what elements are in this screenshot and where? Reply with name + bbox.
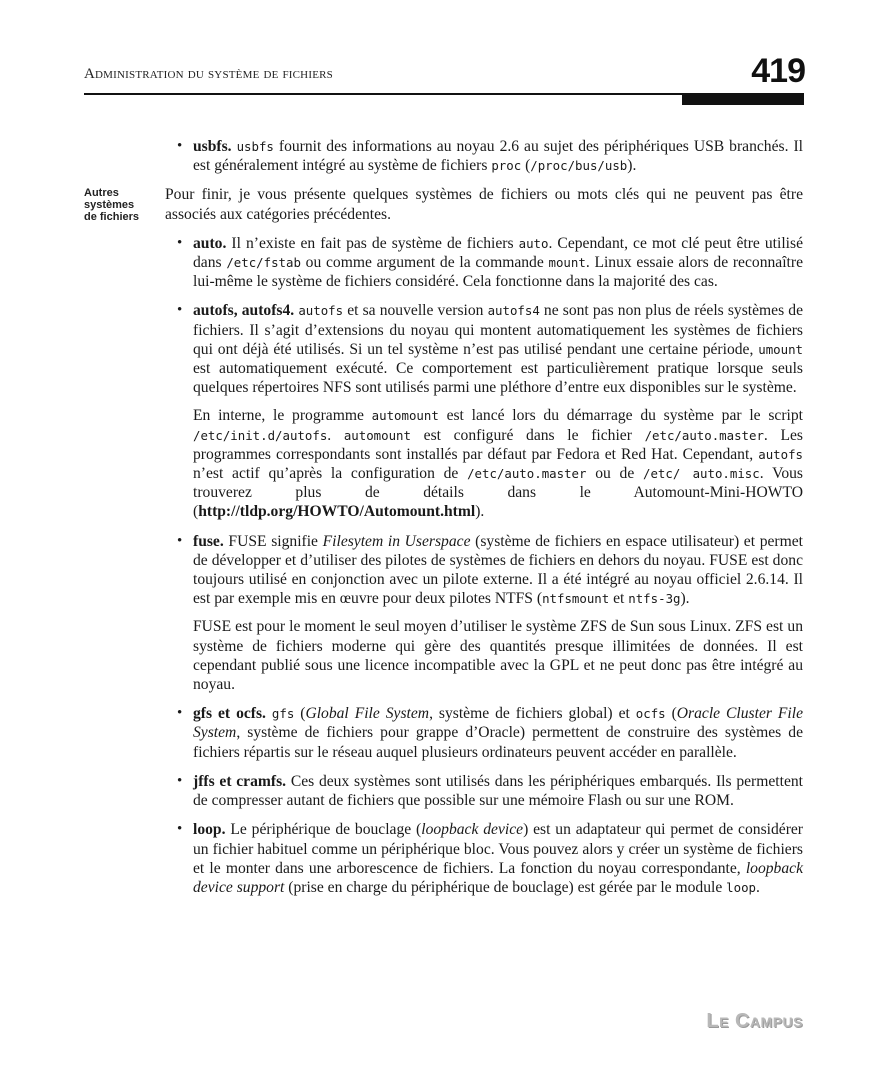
bullet: • [177,821,183,838]
bullet: • [177,532,183,549]
paragraph: gfs et ocfs. gfs (Global File System, système de fichiers global) et ocfs (Oracle Cluster File System, système de fichiers pour grappe d’Oracle) permettent de construire des systèmes de fichiers répartis sur le réseau auquel plusieurs ordinateurs peuvent accéder en parallèle. [193,705,803,761]
url-link: http://tldp.org/HOWTO/Automount.html [198,503,476,521]
list-item-loop [165,820,803,897]
paragraph: En interne, le programme automount est lancé lors du démarrage du système par le script /etc/init.d/autofs. automount est configuré dans le fichier /etc/auto.master. Les programmes correspondants sont installés par défaut par Fedora et Red Hat. Cependant, autofs n’est actif qu’après la configuration de /etc/auto.master ou de /etc/ auto.misc. Vous trouverez plus de détails dans le Automount-Mini-HOWTO (http://tldp.org/HOWTO/Automount.html). [193,407,803,521]
bullet: • [177,138,183,154]
running-head: Administration du système de fichiers [84,66,333,82]
paragraph: fuse. FUSE signifie Filesytem in Userspace (système de fichiers en espace utilisateur) et permet de développer et d’utiliser des pilotes de systèmes de fichiers en dehors du noyau. FUSE est donc toujours utilisé en conjonction avec un pilote externe. Il a été intégré au noyau officiel 2.6.14. Il est par exemple mis en œuvre pour deux pilotes NTFS (ntfsmount et ntfs-3g). [193,532,803,608]
page-number: 419 [751,52,805,90]
list-item-autofs [165,301,803,521]
paragraph: usbfs. usbfs fournit des informations au noyau 2.6 au sujet des périphériques USB branchés. Il est généralement intégré au système de fichiers proc (/proc/bus/usb). [193,138,803,175]
bullet: • [177,772,183,789]
list-item-fuse [165,532,803,695]
bullet: • [177,302,183,319]
list-item-usbfs [165,137,803,175]
publisher-logo: Le Campus [706,1010,803,1032]
list-item-gfs [165,704,803,762]
body-text [165,137,803,907]
paragraph: jffs et cramfs. Ces deux systèmes sont utilisés dans les périphériques embarqués. Ils permettent de compresser autant de fichiers que possible sur une mémoire Flash ou sur une ROM. [193,772,803,810]
paragraph: loop. Le périphérique de bouclage (loopback device) est un adaptateur qui permet de considérer un fichier habituel comme un périphérique bloc. Vous pouvez alors y créer un système de fichiers et le monter dans une arborescence de fichiers. La fonction du noyau correspondante, loopback device support (prise en charge du périphérique de bouclage) est gérée par le module loop. [193,821,804,896]
paragraph: auto. Il n’existe en fait pas de système de fichiers auto. Cependant, ce mot clé peut être utilisé dans /etc/fstab ou comme argument de la commande mount. Linux essaie alors de reconnaître lui-même le système de fichiers considéré. Cela fonctionne dans la majorité des cas. [193,234,803,291]
list-item-jffs [165,772,803,810]
header-rule-block [682,93,804,105]
paragraph: FUSE est pour le moment le seul moyen d’utiliser le système ZFS de Sun sous Linux. ZFS est un système de fichiers moderne qui gère des quantités presque illimitées de données. Il est cependant publié sous une licence incompatible avec la GPL et ne peut donc pas être intégré au noyau. [193,618,803,694]
intro-paragraph: Pour finir, je vous présente quelques systèmes de fichiers ou mots clés qui ne peuvent pas être associés aux catégories précédentes. [165,186,803,223]
paragraph: autofs, autofs4. autofs et sa nouvelle version autofs4 ne sont pas non plus de réels systèmes de fichiers. Il s’agit d’extensions du noyau qui montent automatiquement les systèmes de fichiers qui ont déjà été utilisés. Si un tel système n’est pas utilisé pendant une certaine période, umount est automatiquement exécuté. Ce comportement est particulièrement pratique lorsque seuls quelques répertoires NFS sont utilisés parmi une pléthore d’entre eux disponibles sur le système. [193,302,803,397]
list-item-auto [165,234,803,292]
bullet: • [177,705,183,722]
margin-note: Autres systèmes de fichiers [84,187,140,223]
bullet: • [177,234,183,251]
